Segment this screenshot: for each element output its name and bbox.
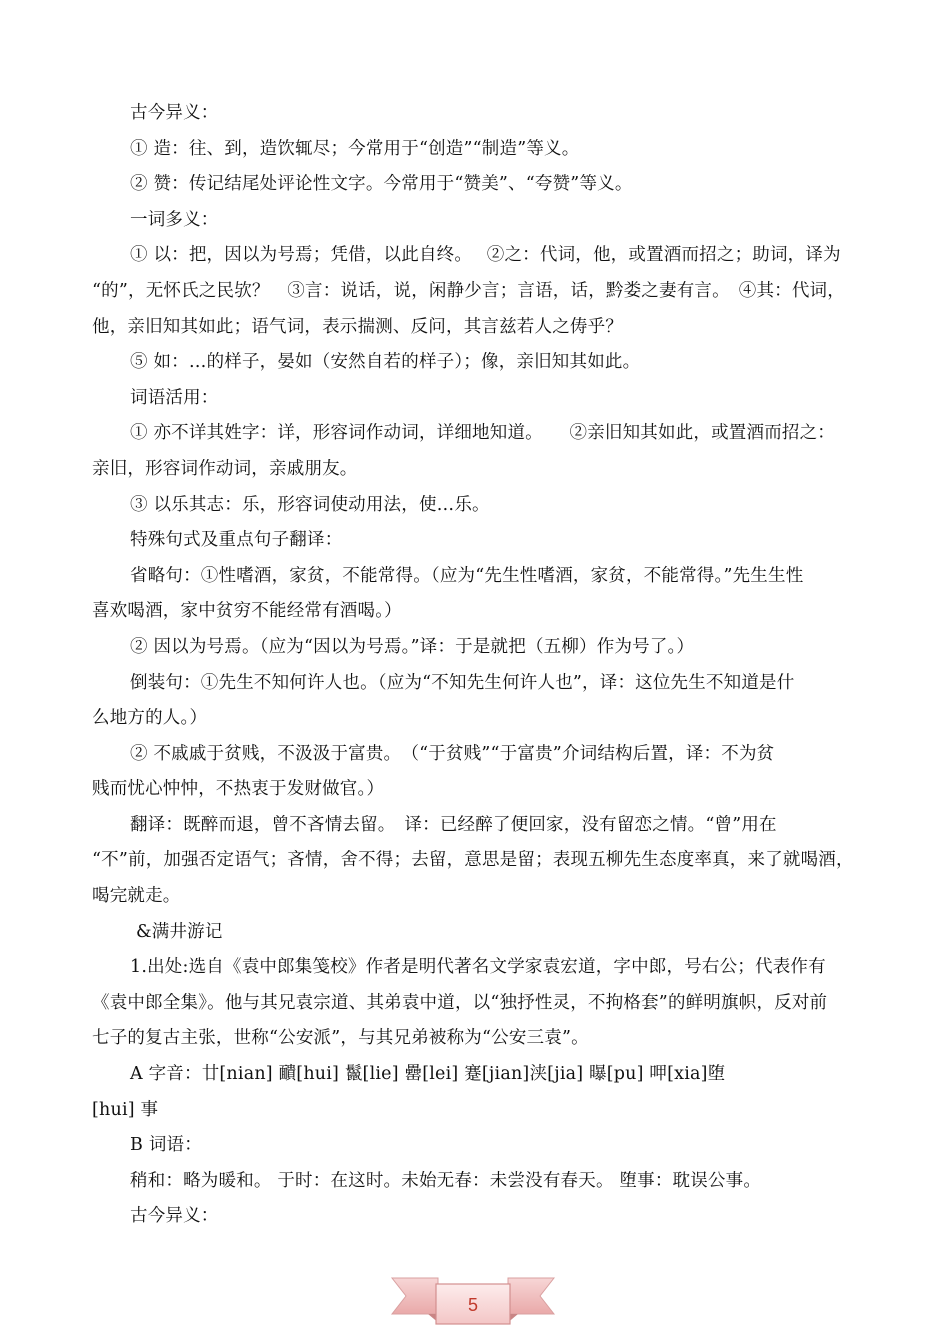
document-body — [92, 96, 860, 1235]
text-line: ③ 以乐其志：乐，形容词使动用法，使…乐。 — [130, 494, 490, 515]
text-line: B 词语： — [130, 1135, 202, 1156]
text-line: 翻译：既醉而退，曾不吝情去留。 译：已经醉了便回家，没有留恋之情。“曾”用在 — [130, 814, 777, 835]
text-line: 喜欢喝酒，家中贫穷不能经常有酒喝。） — [92, 601, 402, 622]
text-line: “的”，无怀氏之民欤？ ③言：说话，说，闲静少言；言语，话，黔娄之妻有言。 ④其：代词， — [92, 280, 845, 301]
text-line: A 字音：廿[nian] 靧[hui] 鬣[lie] 罍[lei] 蹇[jian]浃[jia] 曝[pu] 呷[xia]堕 — [130, 1064, 726, 1085]
text-line: 倒装句：①先生不知何许人也。（应为“不知先生何许人也”，译：这位先生不知道是什 — [130, 672, 795, 693]
text-line: 亲旧，形容词作动词，亲戚朋友。 — [92, 458, 358, 479]
text-line: [hui] 事 — [92, 1099, 159, 1120]
text-line: ② 不戚戚于贫贱，不汲汲于富贵。 （“于贫贱”“于富贵”介词结构后置，译：不为贫 — [130, 743, 775, 764]
text-line: 稍和：略为暖和。 于时：在这时。未始无春：未尝没有春天。 堕事：耽误公事。 — [130, 1170, 762, 1191]
page-footer — [388, 1270, 558, 1332]
text-line: 词语活用： — [130, 387, 219, 408]
text-line: 古今异义： — [130, 103, 219, 123]
text-line: ① 造：往、到，造饮辄尽；今常用于“创造”“制造”等义。 — [130, 138, 580, 159]
text-line: ② 赞：传记结尾处评论性文字。今常用于“赞美”、“夸赞”等义。 — [130, 174, 633, 195]
text-line: 喝完就走。 — [92, 886, 181, 907]
text-line: 他，亲旧知其如此；语气词，表示揣测、反问，其言兹若人之俦乎？ — [92, 316, 623, 337]
text-line: 特殊句式及重点句子翻译： — [130, 530, 343, 551]
text-line: ① 以：把，因以为号焉；凭借，以此自终。 ②之：代词，他，或置酒而招之；助词，译为 — [130, 245, 841, 266]
text-line: 贱而忧心忡忡，不热衷于发财做官。） — [92, 779, 385, 800]
text-line: 古今异义： — [130, 1206, 219, 1227]
text-line: ⑤ 如：…的样子，晏如（安然自若的样子）；像，亲旧知其如此。 — [130, 352, 641, 373]
text-line: “不”前，加强否定语气；吝情，舍不得；去留，意思是留；表现五柳先生态度率真，来了就喝酒， — [92, 850, 854, 871]
text-line: ① 亦不详其姓字：详，形容词作动词，详细地知道。 ②亲旧知其如此，或置酒而招之： — [130, 423, 836, 444]
text-line: 一词多义： — [130, 209, 219, 230]
section-heading: &满井游记 — [136, 921, 223, 942]
text-line: 1.出处:选自《袁中郎集笺校》作者是明代著名文学家袁宏道，字中郎，号右公；代表作有 — [130, 957, 826, 978]
page-number: 5 — [467, 1295, 478, 1315]
text-line: 七子的复古主张，世称“公安派”，与其兄弟被称为“公安三袁”。 — [92, 1028, 589, 1049]
text-line: ② 因以为号焉。（应为“因以为号焉。”译：于是就把（五柳）作为号了。） — [130, 636, 695, 657]
text-line: 省略句：①性嗜酒，家贫，不能常得。（应为“先生性嗜酒，家贫，不能常得。”先生生性 — [130, 565, 804, 586]
text-line: 《袁中郎全集》。他与其兄袁宗道、其弟袁中道，以“独抒性灵，不拘格套”的鲜明旗帜，反对前 — [92, 992, 828, 1013]
text-line: 么地方的人。） — [92, 708, 208, 729]
